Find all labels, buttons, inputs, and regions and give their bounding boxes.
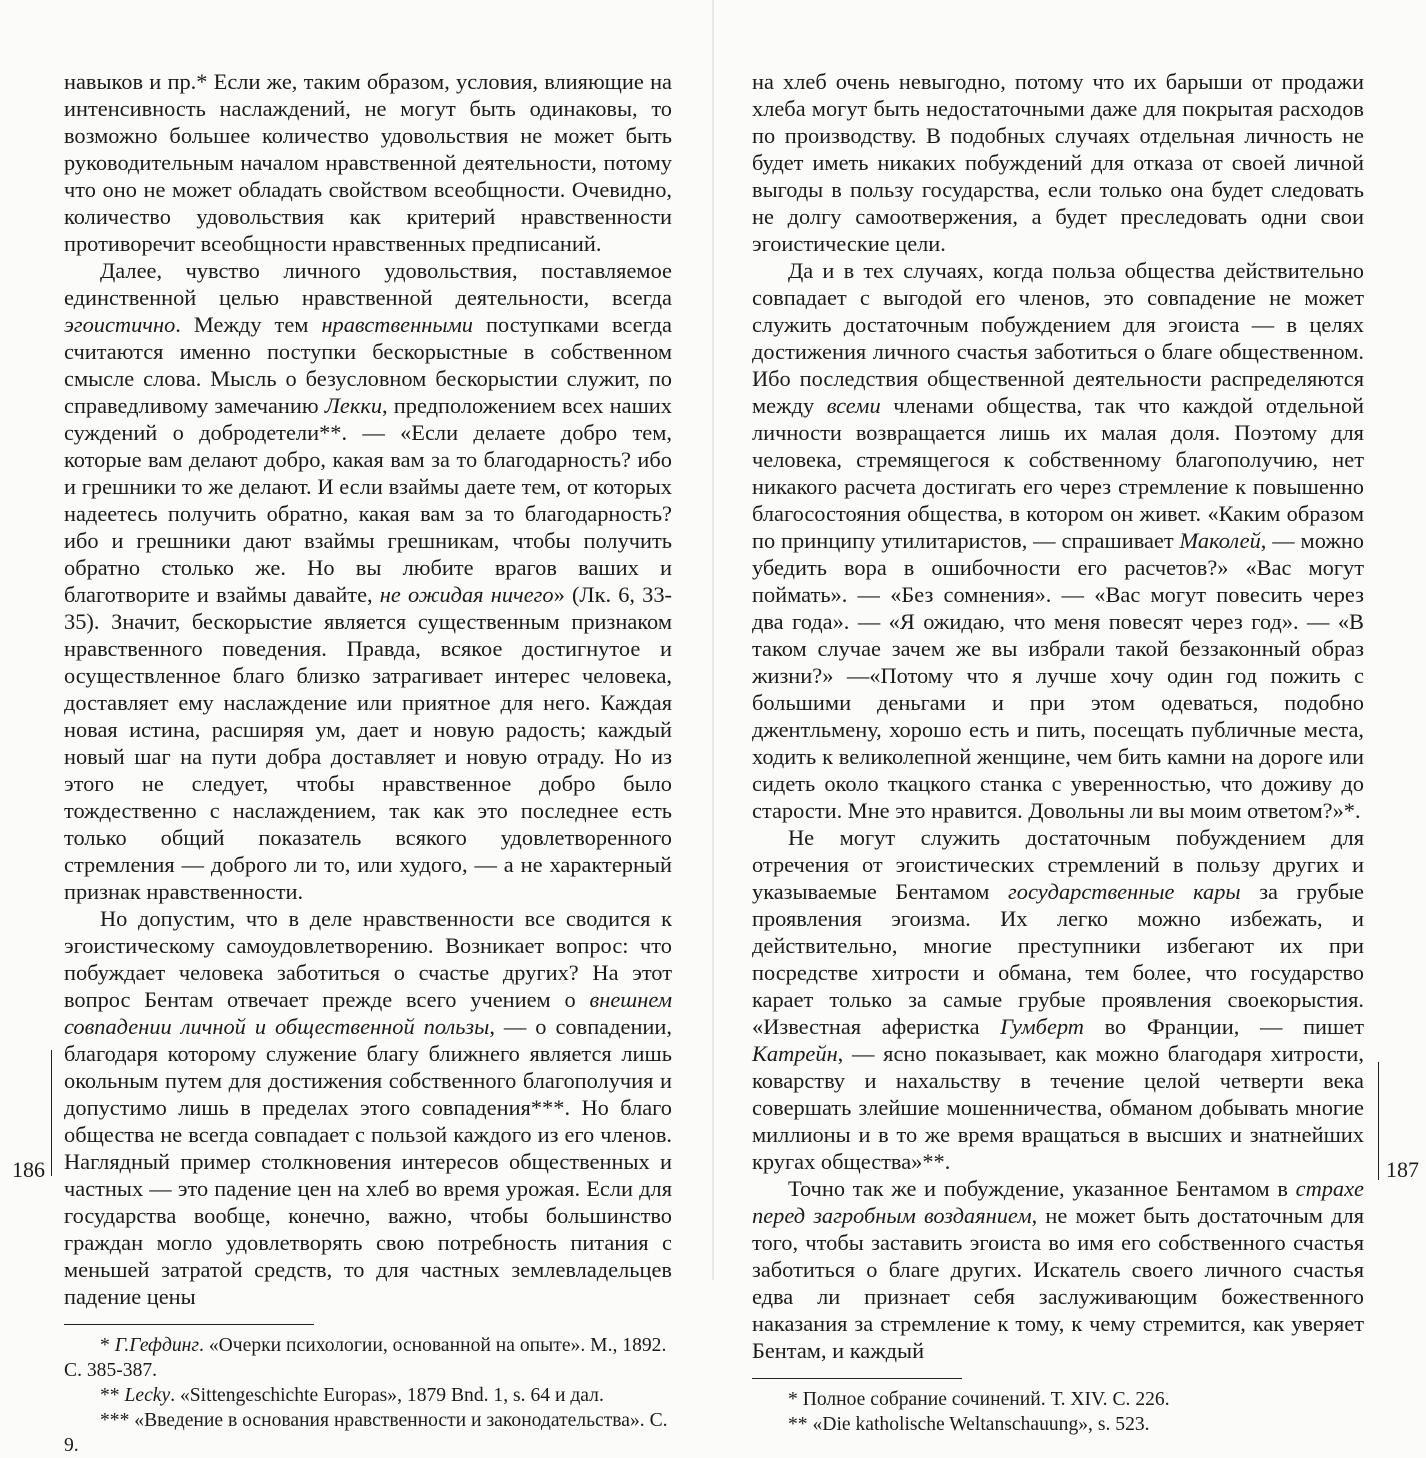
italic-run: не ожидая ничего [379,582,554,607]
right-footnote-rule [752,1378,962,1379]
text-run: на хлеб очень невыгодно, потому что их барыши от продажи хлеба могут быть недостаточными даже для покрытая расходов по производству. В подобных случаях отдельная личность не будет иметь никаких побуждений для отказа от своей личной выгоды в пользу государства, если только она будет следовать не долгу самоотвержения, а будет преследовать одни свои эгоистические цели. [752,69,1364,256]
left-page-margin-line [51,1050,52,1176]
text-run: поступками всегда считаются именно поступки бескорыстные в собственном смысле слова. Мысль о безусловном бескорыстии служит, по справедливому замечанию [64,312,672,418]
italic-run: нравственными [321,312,473,337]
left-page-body [64,68,672,1310]
footnote [64,1333,672,1383]
right-page-margin-line [1378,1062,1379,1180]
text-run: . «Sittengeschichte Europas», 1879 Bnd. 1, s. 64 и дал. [170,1385,604,1406]
left-footnotes [64,1333,672,1458]
left-footnote-rule [64,1324,314,1325]
paragraph [752,257,1364,824]
text-run: во Франции, — пишет [1083,1014,1364,1039]
italic-run: внешнем совпадении личной и общественной пользы [64,987,672,1039]
text-run: ** «Die katholische Weltanschauung», s. 523. [788,1414,1150,1435]
paragraph [64,68,672,257]
text-run: , не может быть достаточным для того, чтобы заставить эгоиста во имя его собственного счастья заботиться о благе других. Искатель своего личного счастья едва ли признает себя заслуживающим божественного наказания за стремление к тому, к чему стремится, как уверяет Бентам, и каждый [752,1203,1364,1363]
right-page-body [752,68,1364,1364]
text-run: за грубые проявления эгоизма. Их легко можно избежать, и действительно, многие преступники избегают их при посредстве хитрости и обмана, тем более, что государство карает только за самые грубые проявления своекорыстия. «Известная аферистка [752,879,1364,1039]
text-run: навыков и пр.* Если же, таким образом, условия, влияющие на интенсивность наслаждений, не могут быть одинаковы, то возможно большее количество удовольствия не может быть руководительным началом нравственной деятельности, потому что оно не может обладать свойством всеобщности. Очевидно, количество удовольствия как критерий нравственности противоречит всеобщности нравственных предписаний. [64,69,672,256]
italic-run: страхе перед загробным воздаянием [752,1176,1364,1228]
right-footnotes [752,1387,1364,1437]
italic-run: Лекки [324,393,383,418]
italic-run: Г.Гефдинг [114,1335,200,1356]
text-run: , — о совпадении, благодаря которому служение благу ближнего является лишь окольным путем для достижения собственного благополучия и допустимо лишь в пределах этого совпадения***. Но благо общества не всегда совпадает с пользой каждого из его членов. Наглядный пример столкновения интересов общественных и частных — это падение цен на хлеб во время урожая. Если для государства вообще, конечно, важно, чтобы большинство граждан могло удовлетворять свою потребность питания с меньшей затратой средств, то для частных землевладельцев падение цены [64,1014,672,1309]
italic-run: Маколей [1179,528,1261,553]
left-page [64,68,672,1458]
text-run: Далее, чувство личного удовольствия, поставляемое единственной целью нравственной деятельности, всегда [64,258,672,310]
text-run: * [100,1335,115,1356]
text-run: ** [100,1385,125,1406]
footnote [752,1387,1364,1412]
text-run: . Между тем [175,312,322,337]
text-run: » (Лк. 6, 33-35). Значит, бескорыстие является существенным признаком нравственного поведения. Правда, всякое достигнутое и осуществленное благо близко затрагивает интерес человека, доставляет ему наслаждение или приятное для него. Каждая новая истина, расширяя ум, дает и новую радость; каждый новый шаг на пути добра доставляет и новую отраду. Но из этого не следует, чтобы нравственное добро было тождественно с наслаждением, так как это последнее есть только общий показатель всякого удовлетворенного стремления — доброго ли то, или худого, — а не характерный признак нравственности. [64,582,673,904]
text-run: , предположением всех наших суждений о добродетели**. — «Если делаете добро тем, которые вам делают добро, какая вам за то благодарность? ибо и грешники то же делают. И если взаймы даете тем, от которых надеетесь получить обратно, какая вам за то благодарность? ибо и грешники дают взаймы грешникам, чтобы получить обратно столько же. Но вы любите врагов ваших и благотворите и взаймы давайте, [64,393,672,607]
text-run: Не могут служить достаточным побуждением для отречения от эгоистических стремлений в пользу других и указываемые Бентамом [752,825,1364,904]
page-number-right: 187 [1386,1157,1419,1182]
footnote [752,1412,1364,1437]
text-run: Но допустим, что в деле нравственности все сводится к эгоистическому самоудовлетворению. Возникает вопрос: что побуждает человека заботиться о счастье других? На этот вопрос Бентам отвечает прежде всего учением о [64,906,672,1012]
italic-run: Гумберт [1000,1014,1084,1039]
text-run: * Полное собрание сочинений. Т. XIV. С. 226. [788,1389,1170,1410]
page-number-left: 186 [12,1157,45,1182]
text-run: . «Очерки психологии, основанной на опыте». М., 1892. С. 385-387. [64,1335,667,1381]
book-gutter [712,0,714,1280]
paragraph [64,905,672,1310]
italic-run: государственные кары [1008,879,1241,904]
text-run: , — можно убедить вора в ошибочности его расчетов?» «Вас могут поймать». — «Без сомнения». — «Вас могут повесить через два года». — «Я ожидаю, что меня повесят через год». — «В таком случае зачем же вы избрали такой беззаконный образ жизни?» —«Потому что я лучше хочу один год пожить с большими деньгами и при этом одеваться, подобно джентльмену, хорошо есть и пить, посещать публичные места, ходить к великолепной женщине, чем бить камни на дороге или сидеть около ткацкого станка с уверенностью, что доживу до старости. Мне это нравится. Довольны ли вы моим ответом?»*. [752,528,1364,823]
footnote [64,1408,672,1458]
text-run: Да и в тех случаях, когда польза общества действительно совпадает с выгодой его членов, это совпадение не может служить достаточным побуждением для эгоиста — в целях достижения личного счастья заботиться о благе общественном. Ибо последствия общественной деятельности распределяются между [752,258,1364,418]
text-run: Точно так же и побуждение, указанное Бентамом в [788,1176,1296,1201]
paragraph [752,68,1364,257]
italic-run: Lecky [124,1385,171,1406]
paragraph [64,257,672,905]
italic-run: всеми [826,393,881,418]
paragraph [752,824,1364,1175]
italic-run: эгоистично [64,312,176,337]
text-run: *** «Введение в основания нравственности и законодательства». С. 9. [64,1410,668,1456]
paragraph [752,1175,1364,1364]
right-page [752,68,1364,1437]
text-run: членами общества, так что каждой отдельной личности возвращается лишь их малая доля. Поэтому для человека, стремящегося к собственному благополучию, нет никакого расчета достигать его через стремление к повышенно благосостояния общества, в котором он живет. «Каким образом по принципу утилитаристов, — спрашивает [752,393,1364,553]
text-run: , — ясно показывает, как можно благодаря хитрости, коварству и нахальству в течение целой четверти века совершать злейшие мошенничества, обманом добывать многие миллионы и в то же время вращаться в высших и знатнейших кругах общества»**. [752,1041,1364,1174]
italic-run: Катрейн [752,1041,838,1066]
footnote [64,1383,672,1408]
